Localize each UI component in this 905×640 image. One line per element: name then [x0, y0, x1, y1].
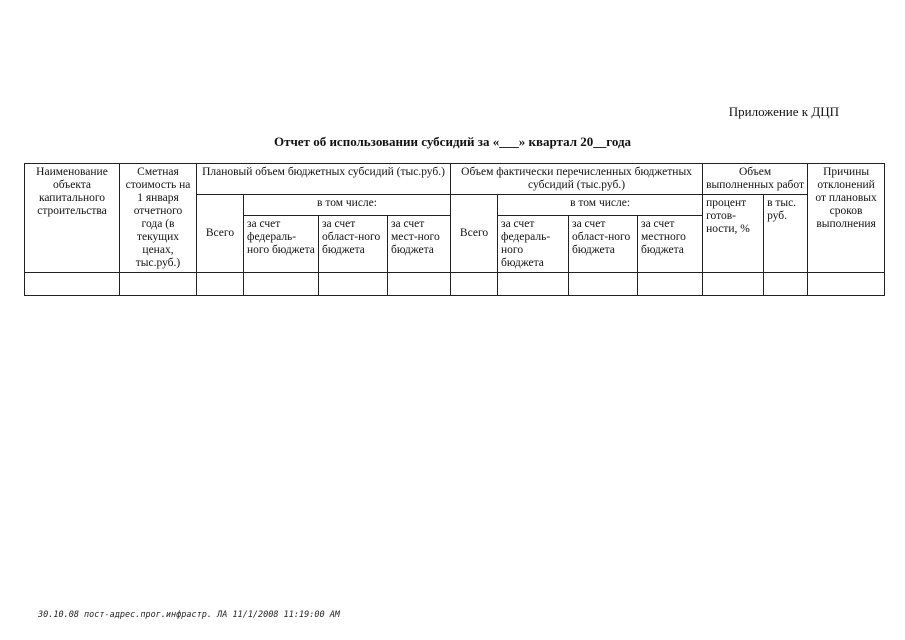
group-planned-subsidies: Плановый объем бюджетных субсидий (тыс.руб.): [197, 164, 451, 195]
appendix-note: Приложение к ДЦП: [728, 104, 839, 119]
table-cell: [25, 273, 120, 296]
actual-including: в том числе:: [498, 195, 703, 216]
report-title: Отчет об использовании субсидий за «___» квартал 20__года: [273, 134, 632, 149]
col-estimated-cost: Сметная стоимость на 1 января отчетного года (в текущих ценах, тыс.руб.): [120, 164, 197, 273]
col-deviation-reasons: Причины отклонений от плановых сроков выполнения: [808, 164, 885, 273]
table-cell: [451, 273, 498, 296]
table-cell: [120, 273, 197, 296]
table-cell: [764, 273, 808, 296]
table-cell: [808, 273, 885, 296]
table-cell: [638, 273, 703, 296]
planned-federal-budget: за счет федераль-ного бюджета: [244, 216, 319, 273]
group-actual-subsidies: Объем фактически перечисленных бюджетных субсидий (тыс.руб.): [451, 164, 703, 195]
planned-local-budget: за счет мест-ного бюджета: [388, 216, 451, 273]
table-cell: [319, 273, 388, 296]
table-cell: [244, 273, 319, 296]
planned-regional-budget: за счет област-ного бюджета: [319, 216, 388, 273]
actual-total: Всего: [451, 195, 498, 273]
header-row-1: [25, 164, 885, 195]
report-table: [24, 163, 885, 296]
actual-local-budget: за счет местного бюджета: [638, 216, 703, 273]
actual-regional-budget: за счет област-ного бюджета: [569, 216, 638, 273]
readiness-percent: процент готов-ности, %: [703, 195, 764, 273]
table-cell: [388, 273, 451, 296]
actual-federal-budget: за счет федераль-ного бюджета: [498, 216, 569, 273]
planned-including: в том числе:: [244, 195, 451, 216]
group-work-volume: Объем выполненных работ: [703, 164, 808, 195]
table-cell: [703, 273, 764, 296]
table-cell: [498, 273, 569, 296]
footer-stamp: 30.10.08 пост-адрес.прог.инфрастр. ЛА 11/1/2008 11:19:00 AM: [38, 610, 340, 620]
table-row: [25, 273, 885, 296]
table-cell: [569, 273, 638, 296]
work-thousand-rub: в тыс. руб.: [764, 195, 808, 273]
planned-total: Всего: [197, 195, 244, 273]
col-object-name: Наименование объекта капитального строительства: [25, 164, 120, 273]
table-cell: [197, 273, 244, 296]
